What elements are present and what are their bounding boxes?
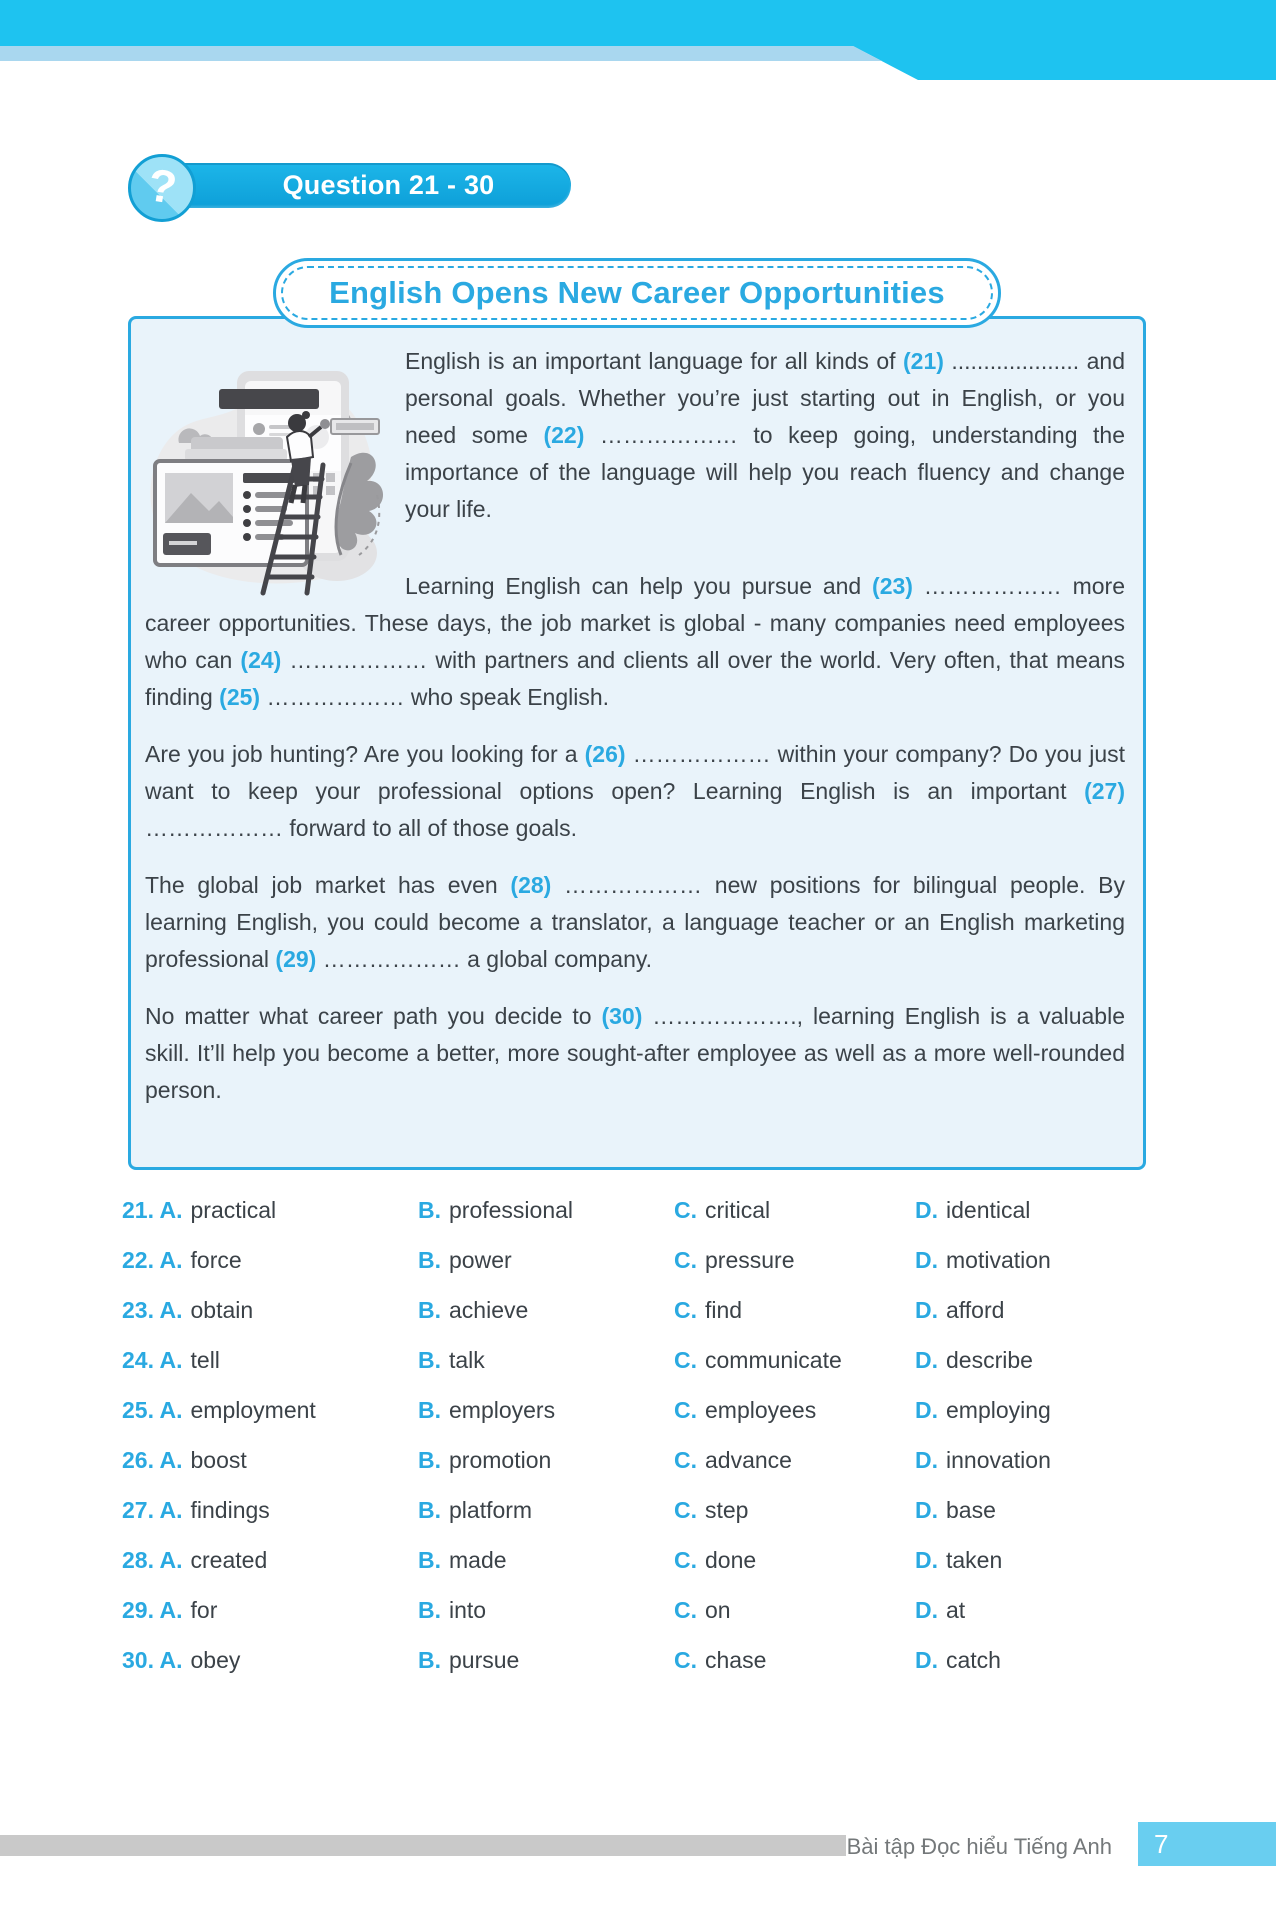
option-letter: 24. A. [122,1346,183,1373]
option-letter: 29. A. [122,1596,183,1623]
option-letter: C. [674,1546,697,1573]
option-letter: 22. A. [122,1246,183,1273]
option-letter: B. [418,1196,441,1223]
question-mark-icon: ? [128,154,196,222]
question-range-badge [128,150,495,222]
option-text: find [705,1296,743,1323]
option-letter: B. [418,1396,441,1423]
option-text: promotion [449,1446,552,1473]
blank-number: (30) [601,1003,643,1029]
option-text: for [190,1596,218,1623]
option-text: findings [190,1496,270,1523]
option-text: created [190,1546,268,1573]
option-letter: B. [418,1496,441,1523]
option-text: platform [449,1496,533,1523]
option-letter: D. [915,1646,938,1673]
option-letter: C. [674,1346,697,1373]
option-text: employment [190,1396,316,1423]
option-text: obtain [190,1296,254,1323]
answer-option [915,1647,1182,1674]
option-letter: 23. A. [122,1296,183,1323]
option-text: employers [449,1396,556,1423]
passage-paragraph: The global job market has even (28) ……………… new positions for bilingual people. By learning English, you could become a translator, a language teacher or an English marketing professional (29) ……………… a global company. [145,872,1125,972]
blank-number: (22) [543,422,585,448]
answer-option [915,1347,1182,1374]
header-band [0,0,1276,82]
answer-row [122,1185,1182,1235]
option-letter: 26. A. [122,1446,183,1473]
footer-book-title: Bài tập Đọc hiểu Tiếng Anh [846,1834,1112,1859]
option-text: tell [190,1346,220,1373]
option-letter: 28. A. [122,1546,183,1573]
option-text: made [449,1546,507,1573]
answer-option [915,1497,1182,1524]
answer-option [122,1547,418,1574]
option-letter: C. [674,1496,697,1523]
answer-row [122,1235,1182,1285]
option-text: describe [946,1346,1033,1373]
option-text: advance [705,1446,792,1473]
answer-option [122,1297,418,1324]
blank-number: (27) [1084,778,1125,804]
option-letter: C. [674,1196,697,1223]
option-text: obey [190,1646,241,1673]
answer-row [122,1385,1182,1435]
option-letter: D. [915,1346,938,1373]
blank-number: (24) [240,647,282,673]
option-text: on [705,1596,731,1623]
option-letter: 25. A. [122,1396,183,1423]
answer-option [122,1647,418,1674]
answer-row [122,1535,1182,1585]
option-text: employees [705,1396,817,1423]
question-range-label: Question 21 - 30 [282,170,495,200]
option-letter: B. [418,1646,441,1673]
option-letter: 30. A. [122,1646,183,1673]
blank-number: (23) [872,573,913,599]
option-text: power [449,1246,512,1273]
page-number-badge [1138,1822,1276,1866]
passage-paragraph: English is an important language for all kinds of (21) .................... and personal goals. Whether you’re just starting out in English, or you need some (22) ……………… to keep going, understanding the importance of the language will help you reach fluency and change your life. [405,348,1125,522]
header-band-light [0,46,882,61]
blank-number: (28) [510,872,552,898]
option-text: boost [190,1446,247,1473]
answer-option [122,1497,418,1524]
answer-option [418,1647,674,1674]
option-text: catch [946,1646,1001,1673]
option-letter: 27. A. [122,1496,183,1523]
blank-number: (29) [275,946,317,972]
option-letter: B. [418,1546,441,1573]
option-text: practical [190,1196,277,1223]
question-range-pill [158,163,571,208]
answer-option [122,1447,418,1474]
answer-option [674,1247,915,1274]
option-text: chase [705,1646,767,1673]
answer-option [418,1347,674,1374]
answer-option [674,1447,915,1474]
answer-option [418,1597,674,1624]
option-letter: C. [674,1246,697,1273]
answer-option [418,1297,674,1324]
option-text: motivation [946,1246,1051,1273]
answer-option [122,1247,418,1274]
option-letter: B. [418,1346,441,1373]
answer-option [674,1497,915,1524]
option-text: into [449,1596,487,1623]
option-text: professional [449,1196,574,1223]
option-text: achieve [449,1296,529,1323]
option-letter: D. [915,1196,938,1223]
answer-row [122,1585,1182,1635]
option-letter: D. [915,1596,938,1623]
answer-option [122,1397,418,1424]
answer-option [674,1197,915,1224]
answer-option [915,1197,1182,1224]
answer-option [418,1447,674,1474]
answer-option [674,1547,915,1574]
answer-option [915,1247,1182,1274]
passage-paragraph: Learning English can help you pursue and (23) ……………… more career opportunities. These days, the job market is global - many companies need employees who can (24) ……………… with partners and clients all over the world. Very often, that means finding (25) ……………… who speak English. [145,573,1125,710]
option-letter: B. [418,1246,441,1273]
option-text: talk [449,1346,485,1373]
option-text: done [705,1546,757,1573]
option-text: at [946,1596,966,1623]
option-text: force [190,1246,242,1273]
option-text: critical [705,1196,771,1223]
passage-title-box [273,258,1001,328]
option-text: employing [946,1396,1051,1423]
answer-option [122,1197,418,1224]
header-band-main [0,0,1276,80]
option-letter: C. [674,1596,697,1623]
answer-option [674,1397,915,1424]
option-letter: D. [915,1446,938,1473]
passage-box [128,316,1146,1170]
answer-row [122,1335,1182,1385]
option-letter: C. [674,1646,697,1673]
option-letter: C. [674,1296,697,1323]
option-letter: D. [915,1246,938,1273]
answer-option [122,1347,418,1374]
passage-paragraph: Are you job hunting? Are you looking for a (26) ……………… within your company? Do you just want to keep your professional options open? Learning English is an important (27) ……………… forward to all of those goals. [145,741,1125,841]
option-text: step [705,1496,749,1523]
answer-option [674,1647,915,1674]
career-illustration [145,345,385,597]
answer-option [674,1597,915,1624]
option-letter: C. [674,1446,697,1473]
answer-option [915,1597,1182,1624]
option-letter: D. [915,1546,938,1573]
blank-number: (21) [903,348,944,374]
option-text: identical [946,1196,1031,1223]
answer-option [915,1547,1182,1574]
option-letter: B. [418,1296,441,1323]
option-letter: D. [915,1396,938,1423]
answer-option [418,1397,674,1424]
answer-option [122,1597,418,1624]
blank-number: (26) [584,741,626,767]
option-text: communicate [705,1346,842,1373]
option-text: pursue [449,1646,520,1673]
blank-number: (25) [219,684,261,710]
option-letter: D. [915,1296,938,1323]
option-text: innovation [946,1446,1051,1473]
answer-option [418,1197,674,1224]
option-letter: B. [418,1446,441,1473]
option-letter: 21. A. [122,1196,183,1223]
answer-row [122,1285,1182,1335]
answer-option [418,1497,674,1524]
option-text: base [946,1496,996,1523]
option-letter: D. [915,1496,938,1523]
answer-option [915,1447,1182,1474]
answer-option [674,1347,915,1374]
page-number: 7 [1154,1828,1169,1859]
option-letter: B. [418,1596,441,1623]
answer-row [122,1635,1182,1685]
option-letter: C. [674,1396,697,1423]
answer-option [915,1397,1182,1424]
passage-paragraph: No matter what career path you decide to (30) ………………., learning English is a valuable skill. It’ll help you become a better, more sought-after employee as well as a more well-rounded person. [145,1003,1125,1103]
answer-row [122,1485,1182,1535]
option-text: afford [946,1296,1005,1323]
answers-grid [122,1185,1182,1685]
option-text: pressure [705,1246,795,1273]
answer-option [674,1297,915,1324]
passage-title: English Opens New Career Opportunities [281,266,993,320]
answer-option [418,1547,674,1574]
option-text: taken [946,1546,1003,1573]
answer-option [915,1297,1182,1324]
answer-row [122,1435,1182,1485]
answer-option [418,1247,674,1274]
